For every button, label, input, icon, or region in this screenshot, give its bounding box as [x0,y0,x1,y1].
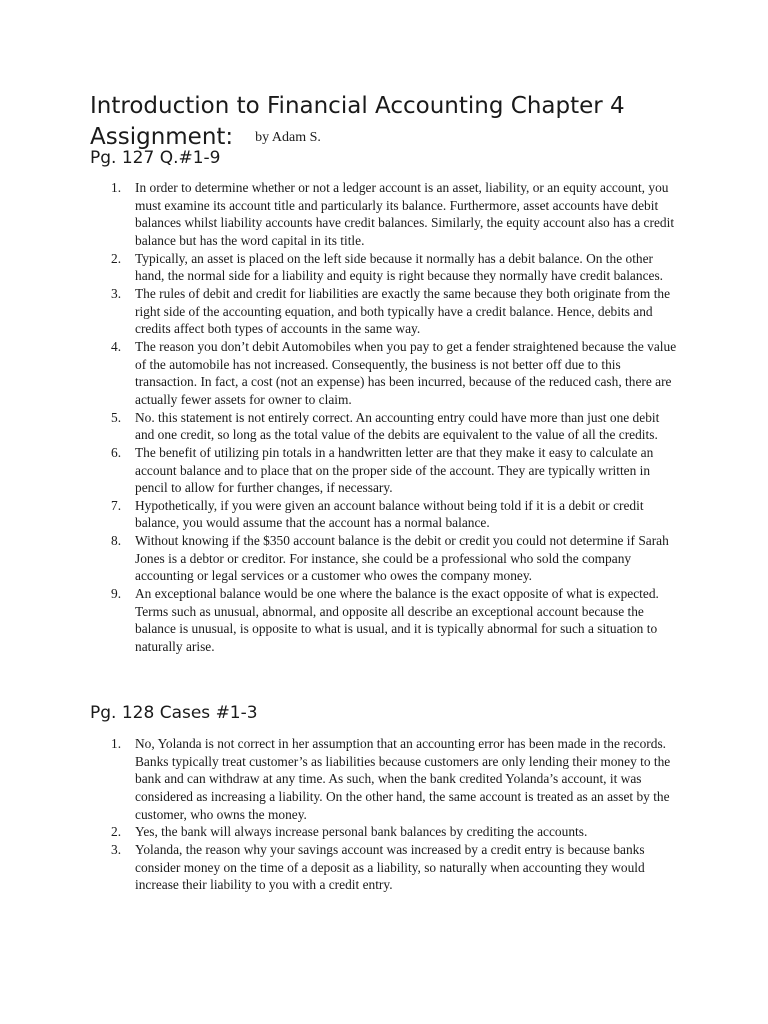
item-number: 1. [111,180,122,195]
document-title [90,91,730,153]
list-item [111,735,680,823]
item-text: No. this statement is not entirely correct. An accounting entry could have more than just one debit and one credit, so long as the total value of the debits are equivalent to the value of all the credits. [135,409,660,443]
list-item [111,532,680,585]
item-number: 7. [111,497,122,513]
item-number: 6. [111,444,122,460]
list-item [111,338,680,409]
item-text: The reason you don’t debit Automobiles when you pay to get a fender straightened because the value of the automobile has not increased. Consequently, the business is not better off due to this transaction. In fact, a cost (not an expense) has been incurred, because of the reduced cash, there are actually fewer assets for owner to claim. [135,338,677,407]
questions-answer-list [111,179,680,656]
document-title-text: Introduction to Financial Accounting Chapter 4 Assignment: [90,93,625,150]
item-text: Hypothetically, if you were given an account balance without being told if it is a debit or credit balance, you would assume that the account has a normal balance. [135,497,644,531]
section-heading-cases: Pg. 128 Cases #1-3 [90,703,258,723]
section-heading-questions: Pg. 127 Q.#1-9 [90,148,221,168]
item-number: 1. [111,736,122,751]
list-item [111,409,680,444]
list-item [111,585,680,656]
list-item [111,179,680,250]
item-text: Yolanda, the reason why your savings account was increased by a credit entry is because banks consider money on the time of a deposit as a liability, so naturally when accounting they would increase their liability to you with a credit entry. [135,841,645,893]
author-byline: by Adam S. [255,130,321,145]
list-item [111,250,680,285]
item-number: 3. [111,841,122,857]
list-item [111,285,680,338]
item-number: 8. [111,533,122,549]
item-number: 2. [111,250,122,266]
list-item [111,497,680,532]
list-item [111,841,680,894]
item-number: 3. [111,285,122,301]
item-text: Yes, the bank will always increase personal bank balances by crediting the accounts. [135,824,588,840]
cases-answer-list [111,735,680,894]
list-item [111,823,680,841]
item-text: Without knowing if the $350 account balance is the debit or credit you could not determine if Sarah Jones is a debtor or creditor. For instance, she could be a professional who sold the company accounting or legal services or a customer who owes the company money. [135,533,669,584]
item-text: No, Yolanda is not correct in her assumption that an accounting error has been made in the records. Banks typically treat customer’s as liabilities because customers are only lending their money to the bank and can withdraw at any time. As such, when the bank credited Yolanda’s account, it was considered as increasing a liability. On the other hand, the same account is treated as an asset by the customer, who owns the money. [135,736,671,822]
item-text: In order to determine whether or not a ledger account is an asset, liability, or an equity account, you must examine its account title and particularly its balance. Furthermore, asset accounts have debit balances whilst liability accounts have credit balances. Similarly, the equity account also has a credit balance but has the word capital in its title. [135,180,675,248]
item-text: An exceptional balance would be one where the balance is the exact opposite of what is expected. Terms such as unusual, abnormal, and opposite all describe an exceptional account because the balance is unusual, is opposite to what is usual, and it is typically abnormal for such a situation to naturally arise. [135,586,659,655]
item-number: 4. [111,338,122,354]
list-item [111,444,680,497]
item-text: Typically, an asset is placed on the left side because it normally has a debit balance. On the other hand, the normal side for a liability and equity is right because they normally have credit balances. [135,250,664,284]
item-number: 5. [111,409,122,425]
item-text: The rules of debit and credit for liabilities are exactly the same because they both originate from the right side of the accounting equation, and both typically have a credit balance. Hence, debits and credits affect both types of accounts in the same way. [135,285,671,337]
item-number: 9. [111,586,122,602]
item-number: 2. [111,824,122,840]
item-text: The benefit of utilizing pin totals in a handwritten letter are that they make it easy to calculate an account balance and to place that on the proper side of the account. They are typically written in pencil to allow for further changes, if necessary. [135,444,654,496]
